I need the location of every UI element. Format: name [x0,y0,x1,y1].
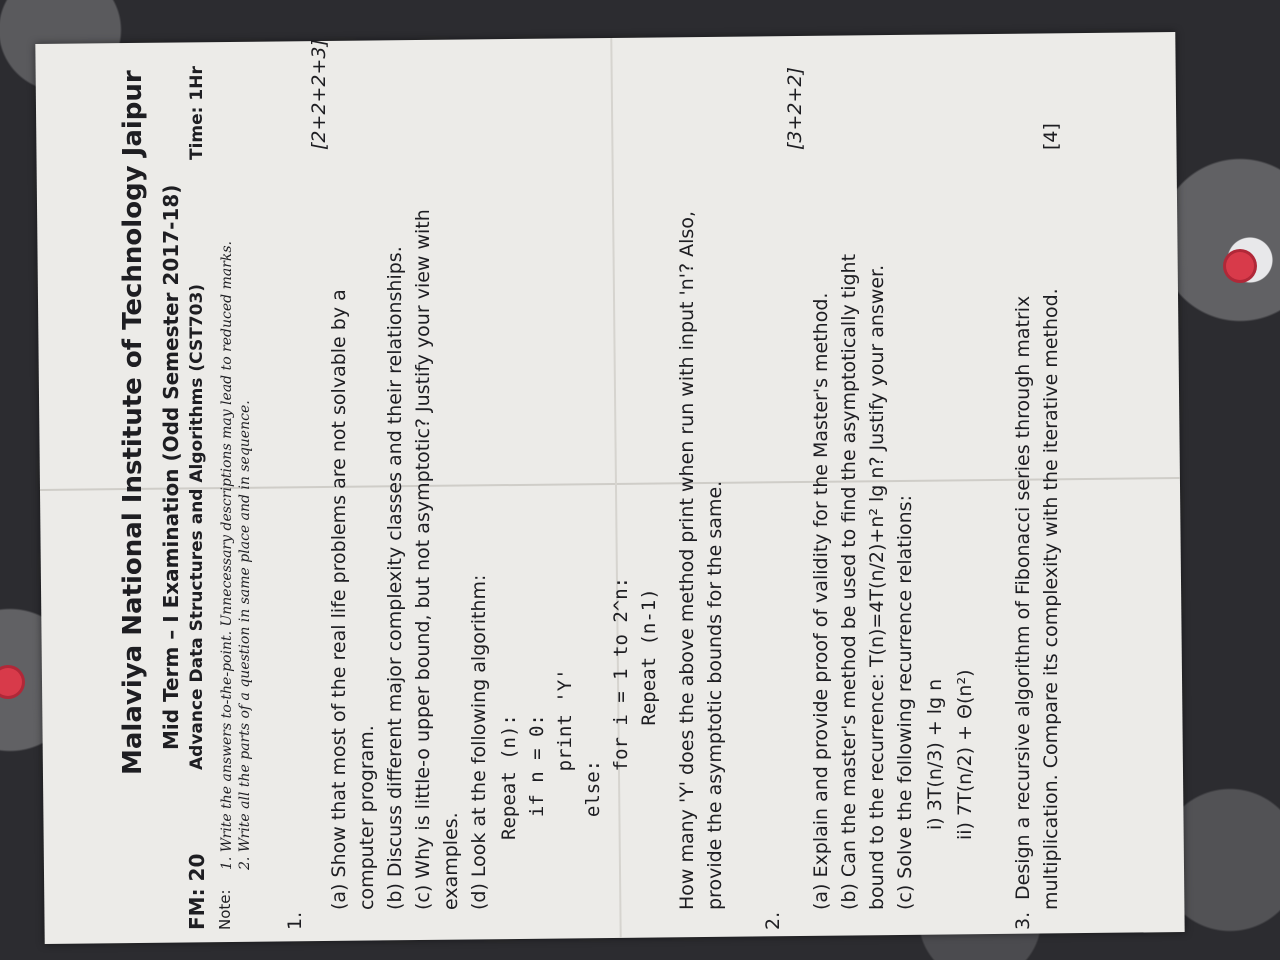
course-title: Advance Data Structures and Algorithms (CST703) [187,283,207,770]
note-1: 1. Write the answers to-the-point. Unnecessary descriptions may lead to reduced marks. [219,240,235,870]
q2-part-b: (b) Can the master's method be used to find the asymptotically tight [838,253,860,910]
q2-marks: [3+2+2] [784,67,806,150]
institute-title: Malaviya National Institute of Technology Jaipur [118,70,148,775]
note-2: 2. Write all the parts of a question in same place and in sequence. [237,400,253,870]
q1-part-a: (a) Show that most of the real life problems are not solvable by a [328,289,350,910]
q3-number: 3. [1012,911,1034,930]
time-limit: Time: 1Hr [187,66,207,160]
q3-marks: [4] [1040,123,1062,150]
q1-part-b: (b) Discuss different major complexity classes and their relationships. [384,246,406,910]
q1-part-c-cont: examples. [440,812,462,910]
q3-text: Design a recursive algorithm of Fibonacci series through matrix [1012,295,1034,900]
q1-number: 1. [284,911,306,930]
q3-text-cont: multiplication. Compare its complexity with the iterative method. [1040,288,1062,910]
exam-title: Mid Term – I Examination (Odd Semester 2017-18) [159,184,183,750]
q1-marks: [2+2+2+3] [308,39,330,150]
q2-part-a: (a) Explain and provide proof of validity for the Master's method. [810,292,832,910]
q2-part-c: (c) Solve the following recurrence relations: [894,495,916,910]
q2-number: 2. [762,911,784,930]
q1-part-c: (c) Why is little-o upper bound, but not asymptotic? Justify your view with [412,209,434,910]
code-line: Repeat (n): [498,714,520,840]
q2-recurrence-2: ii) 7T(n/2) + Θ(n²) [954,669,976,840]
code-line: if n = 0: [526,714,548,840]
exam-document [118,39,1260,950]
q1-part-d-question: How many 'Y' does the above method print when run with input 'n'? Also, [676,211,698,910]
q1-part-d: (d) Look at the following algorithm: [468,574,490,910]
q2-recurrence-1: i) 3T(n/3) + lg n [924,678,946,830]
code-line: print 'Y' [554,668,576,840]
code-line: Repeat (n-1) [638,588,660,840]
code-line: else: [582,759,604,840]
note-label: Note: [216,889,234,930]
q1-part-a-cont: computer program. [356,725,378,910]
q2-part-b-cont: bound to the recurrence: T(n)=4T(n/2)+n² lg n? Justify your answer. [866,264,888,910]
code-line: for i = 1 to 2^n: [610,576,632,840]
q1-part-d-question-cont: provide the asymptotic bounds for the same. [704,480,726,910]
full-marks: FM: 20 [185,853,209,930]
